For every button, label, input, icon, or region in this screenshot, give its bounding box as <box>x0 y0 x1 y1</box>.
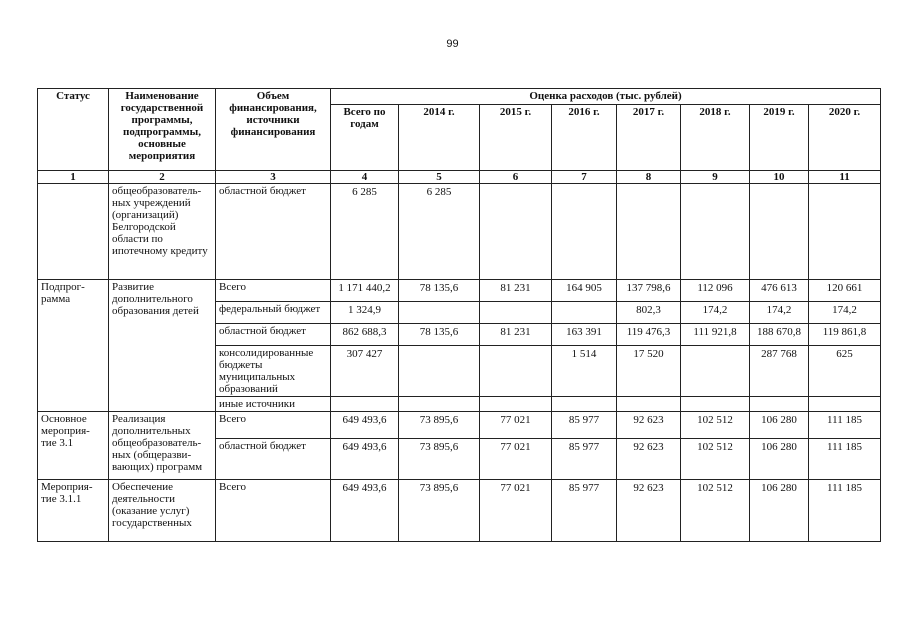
table-row <box>38 184 881 280</box>
year-value-cell: 174,2 <box>809 302 881 324</box>
column-number: 9 <box>681 171 750 184</box>
year-value-cell <box>399 346 480 397</box>
column-number: 7 <box>552 171 617 184</box>
budget-table <box>37 88 881 542</box>
column-numbers-row <box>38 171 881 184</box>
table-row <box>38 480 881 542</box>
header-funding: Объем финансирования, источники финансирования <box>216 89 331 171</box>
header-total: Всего по годам <box>331 105 399 171</box>
funding-source-cell: Всего <box>216 412 331 439</box>
program-name-cell: общеобразователь-ных учреждений (организаций) Белгородской области по ипотечному кредиту <box>109 184 216 280</box>
column-number: 11 <box>809 171 881 184</box>
header-year: 2014 г. <box>399 105 480 171</box>
year-value-cell: 112 096 <box>681 280 750 302</box>
year-value-cell <box>480 184 552 280</box>
year-value-cell <box>552 184 617 280</box>
year-value-cell <box>399 397 480 412</box>
header-year: 2020 г. <box>809 105 881 171</box>
year-value-cell: 73 895,6 <box>399 480 480 542</box>
column-number: 5 <box>399 171 480 184</box>
program-name-cell: Реализация дополнительных общеобразователь-ных (общеразви-вающих) программ <box>109 412 216 480</box>
header-year: 2017 г. <box>617 105 681 171</box>
year-value-cell: 81 231 <box>480 280 552 302</box>
column-number: 3 <box>216 171 331 184</box>
year-value-cell: 163 391 <box>552 324 617 346</box>
year-value-cell <box>617 397 681 412</box>
program-name-cell: Развитие дополнительного образования детей <box>109 280 216 412</box>
funding-source-cell: федеральный бюджет <box>216 302 331 324</box>
table-row <box>38 412 881 439</box>
column-number: 2 <box>109 171 216 184</box>
year-value-cell: 85 977 <box>552 480 617 542</box>
year-value-cell: 77 021 <box>480 480 552 542</box>
year-value-cell: 106 280 <box>750 480 809 542</box>
year-value-cell: 73 895,6 <box>399 412 480 439</box>
funding-source-cell: областной бюджет <box>216 439 331 480</box>
year-value-cell <box>681 346 750 397</box>
year-value-cell: 77 021 <box>480 439 552 480</box>
status-cell <box>38 184 109 280</box>
status-cell: Подпрог-рамма <box>38 280 109 412</box>
year-value-cell: 92 623 <box>617 412 681 439</box>
header-estimate: Оценка расходов (тыс. рублей) <box>331 89 881 105</box>
funding-source-cell: областной бюджет <box>216 184 331 280</box>
year-value-cell: 476 613 <box>750 280 809 302</box>
year-value-cell: 102 512 <box>681 480 750 542</box>
year-value-cell: 6 285 <box>399 184 480 280</box>
total-value-cell: 1 171 440,2 <box>331 280 399 302</box>
year-value-cell <box>681 397 750 412</box>
year-value-cell: 92 623 <box>617 439 681 480</box>
total-value-cell: 307 427 <box>331 346 399 397</box>
table-row <box>38 280 881 302</box>
year-value-cell <box>480 397 552 412</box>
year-value-cell: 174,2 <box>681 302 750 324</box>
total-value-cell: 649 493,6 <box>331 439 399 480</box>
year-value-cell: 119 861,8 <box>809 324 881 346</box>
column-number: 6 <box>480 171 552 184</box>
year-value-cell: 106 280 <box>750 439 809 480</box>
year-value-cell: 137 798,6 <box>617 280 681 302</box>
year-value-cell: 81 231 <box>480 324 552 346</box>
year-value-cell: 111 921,8 <box>681 324 750 346</box>
year-value-cell: 77 021 <box>480 412 552 439</box>
funding-source-cell: Всего <box>216 480 331 542</box>
year-value-cell: 188 670,8 <box>750 324 809 346</box>
header-year: 2019 г. <box>750 105 809 171</box>
year-value-cell: 1 514 <box>552 346 617 397</box>
year-value-cell: 119 476,3 <box>617 324 681 346</box>
year-value-cell <box>809 397 881 412</box>
total-value-cell: 862 688,3 <box>331 324 399 346</box>
year-value-cell: 17 520 <box>617 346 681 397</box>
year-value-cell: 164 905 <box>552 280 617 302</box>
year-value-cell: 78 135,6 <box>399 280 480 302</box>
header-name: Наименование государственной программы, подпрограммы, основные мероприятия <box>109 89 216 171</box>
total-value-cell: 649 493,6 <box>331 412 399 439</box>
column-number: 8 <box>617 171 681 184</box>
year-value-cell: 625 <box>809 346 881 397</box>
status-cell: Мероприя-тие 3.1.1 <box>38 480 109 542</box>
year-value-cell <box>552 397 617 412</box>
year-value-cell <box>617 184 681 280</box>
header-status: Статус <box>38 89 109 171</box>
year-value-cell <box>552 302 617 324</box>
year-value-cell: 174,2 <box>750 302 809 324</box>
year-value-cell: 73 895,6 <box>399 439 480 480</box>
year-value-cell: 111 185 <box>809 439 881 480</box>
header-year: 2016 г. <box>552 105 617 171</box>
year-value-cell: 102 512 <box>681 412 750 439</box>
page-number: 99 <box>446 38 459 50</box>
funding-source-cell: иные источники <box>216 397 331 412</box>
year-value-cell <box>399 302 480 324</box>
total-value-cell <box>331 397 399 412</box>
year-value-cell <box>809 184 881 280</box>
year-value-cell: 106 280 <box>750 412 809 439</box>
funding-source-cell: Всего <box>216 280 331 302</box>
year-value-cell: 102 512 <box>681 439 750 480</box>
year-value-cell: 85 977 <box>552 439 617 480</box>
year-value-cell: 111 185 <box>809 412 881 439</box>
year-value-cell <box>750 184 809 280</box>
header-year: 2018 г. <box>681 105 750 171</box>
year-value-cell: 85 977 <box>552 412 617 439</box>
year-value-cell: 92 623 <box>617 480 681 542</box>
program-name-cell: Обеспечение деятельности (оказание услуг) государственных <box>109 480 216 542</box>
funding-source-cell: областной бюджет <box>216 324 331 346</box>
year-value-cell <box>750 397 809 412</box>
column-number: 10 <box>750 171 809 184</box>
year-value-cell: 802,3 <box>617 302 681 324</box>
funding-source-cell: консолидированные бюджеты муниципальных образований <box>216 346 331 397</box>
column-number: 1 <box>38 171 109 184</box>
year-value-cell <box>681 184 750 280</box>
total-value-cell: 1 324,9 <box>331 302 399 324</box>
year-value-cell: 287 768 <box>750 346 809 397</box>
status-cell: Основное мероприя-тие 3.1 <box>38 412 109 480</box>
column-number: 4 <box>331 171 399 184</box>
year-value-cell: 111 185 <box>809 480 881 542</box>
year-value-cell <box>480 346 552 397</box>
total-value-cell: 6 285 <box>331 184 399 280</box>
year-value-cell: 78 135,6 <box>399 324 480 346</box>
table-body <box>38 184 881 542</box>
header-year: 2015 г. <box>480 105 552 171</box>
year-value-cell: 120 661 <box>809 280 881 302</box>
total-value-cell: 649 493,6 <box>331 480 399 542</box>
year-value-cell <box>480 302 552 324</box>
